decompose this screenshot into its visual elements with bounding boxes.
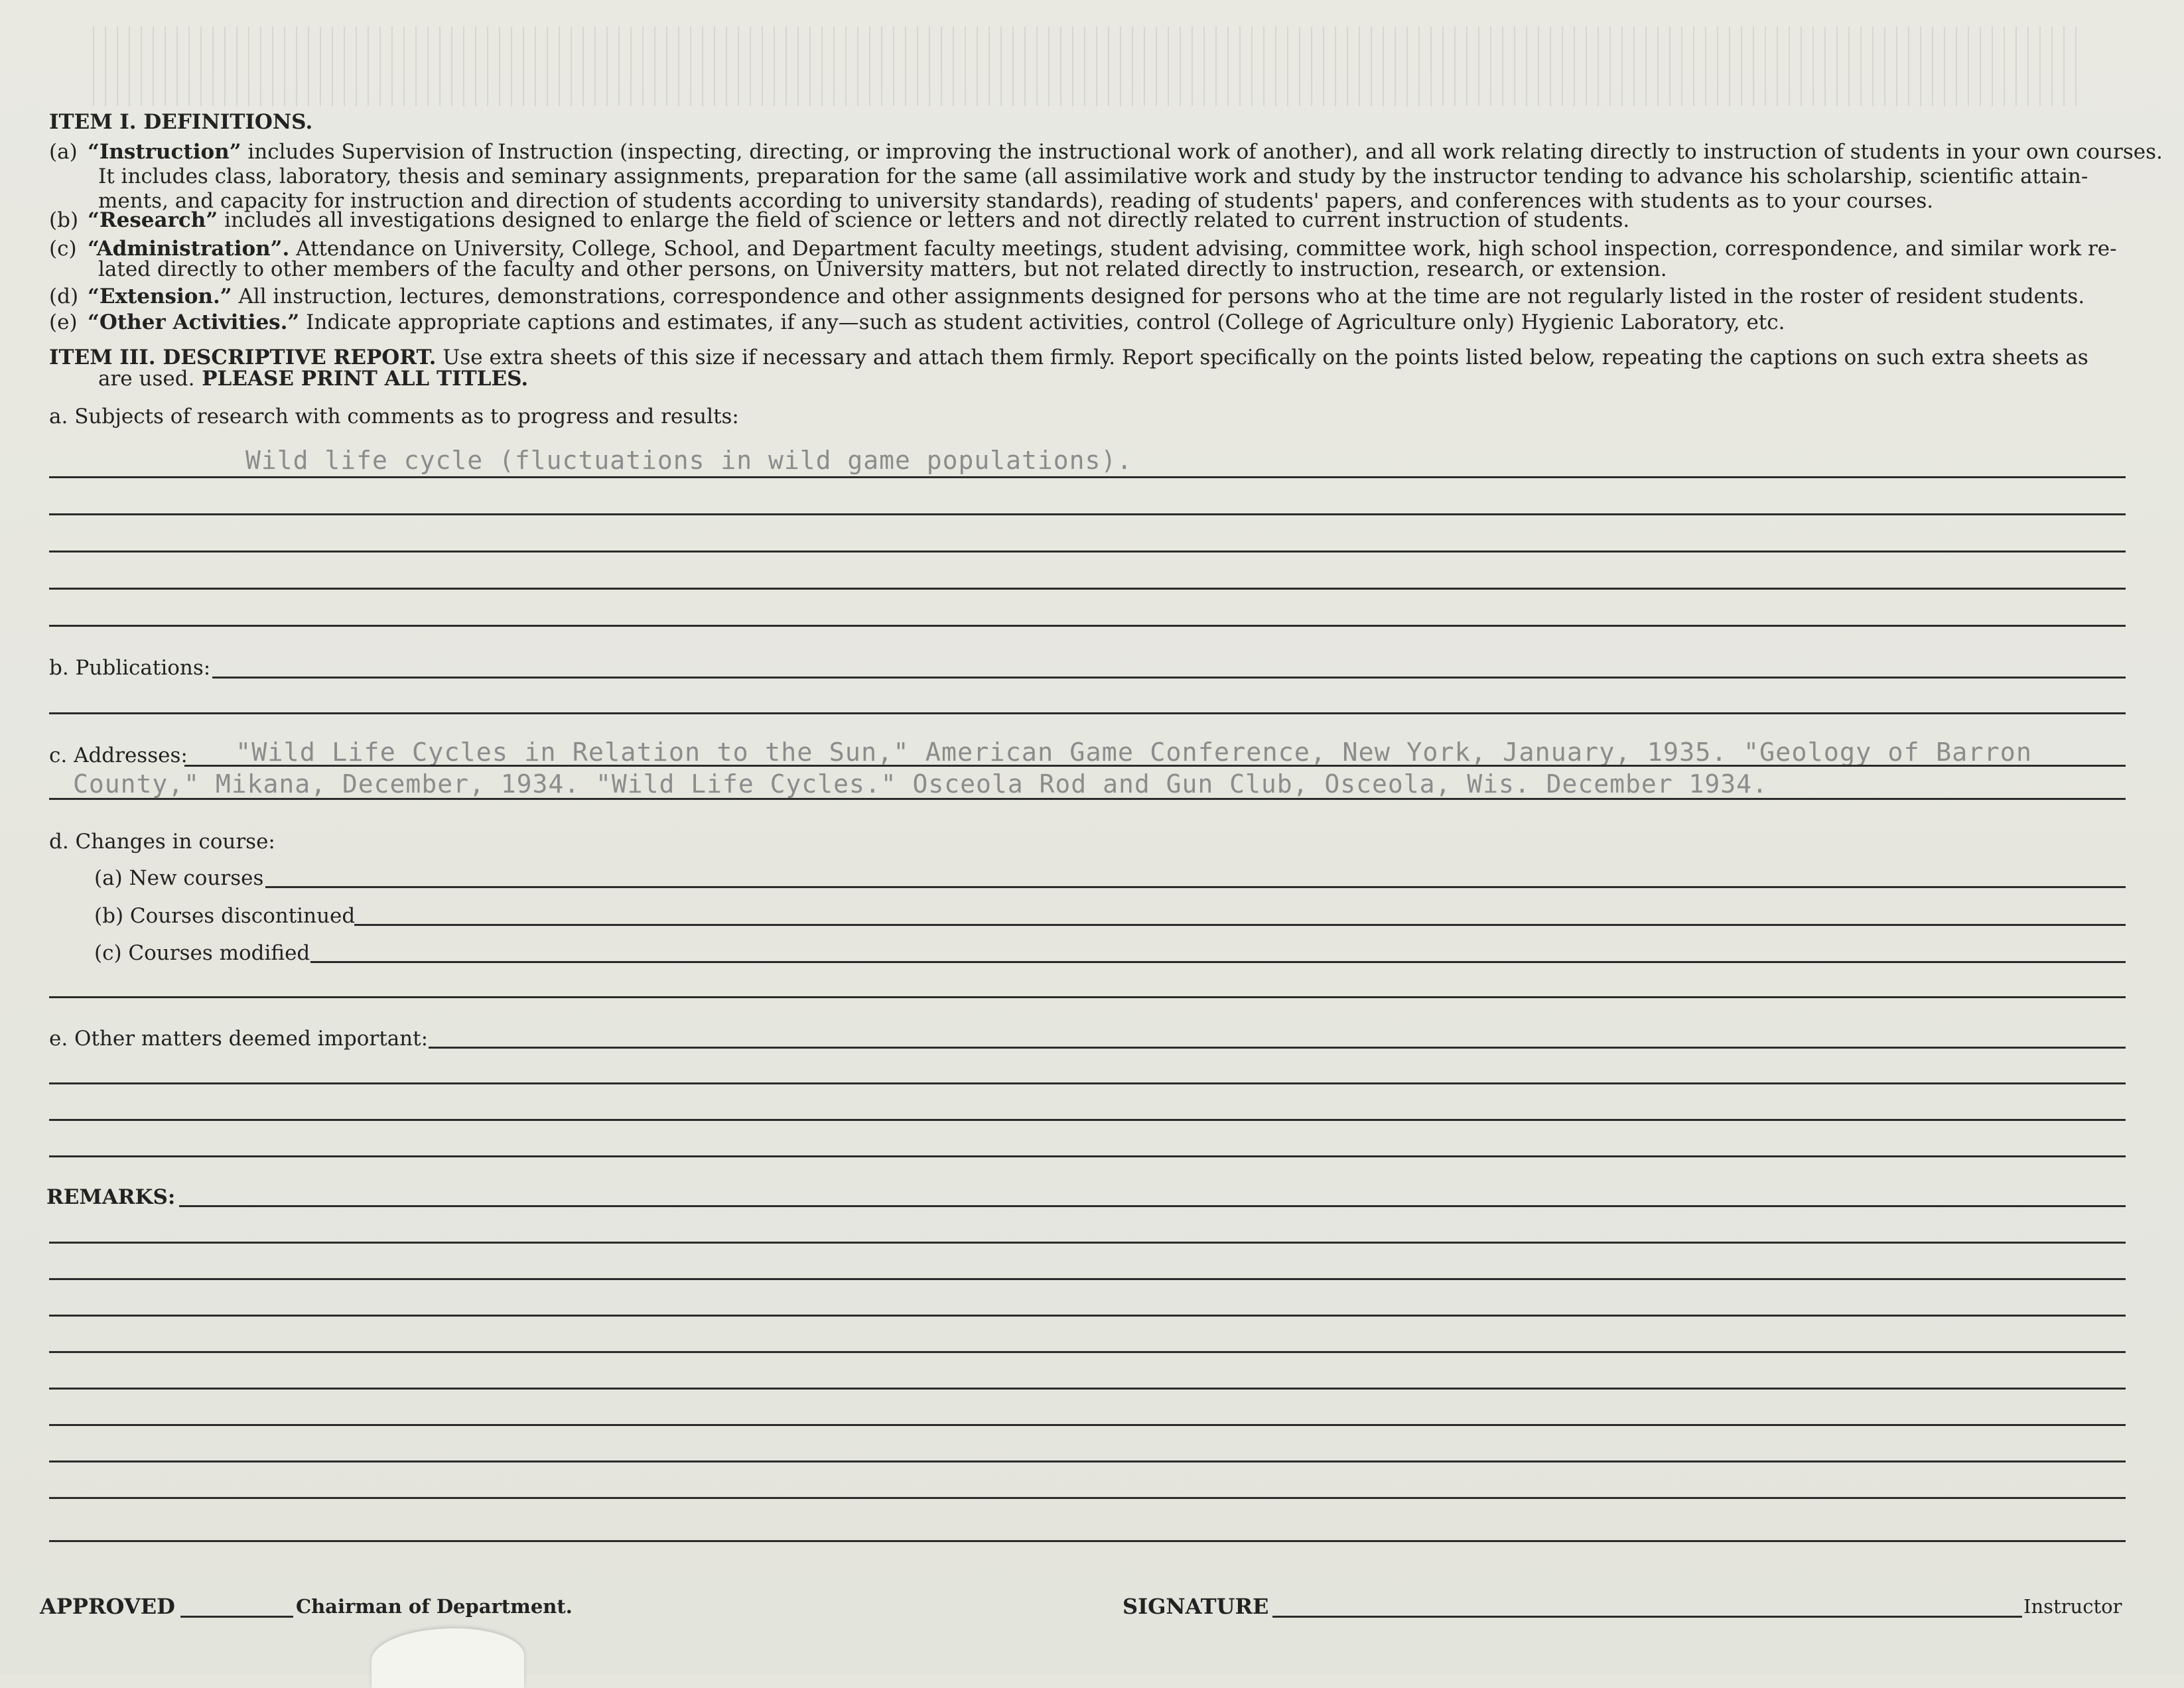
def-d-term: “Extension.”	[88, 285, 232, 308]
addresses-line-1[interactable]	[184, 765, 2126, 767]
instructor-label: Instructor	[2023, 1595, 2122, 1618]
research-line-5[interactable]	[49, 625, 2126, 627]
chairman-label: Chairman of Department.	[296, 1595, 573, 1618]
addresses-text-2: County," Mikana, December, 1934. "Wild Life Cycles." Osceola Rod and Gun Club, Osceola, Wis. December 1934.	[73, 769, 1768, 799]
signature-label: SIGNATURE	[1123, 1594, 1269, 1619]
def-b-line1: “Research” includes all investigations designed to enlarge the field of science or letters and not directly related to current instruction of students.	[88, 208, 1630, 232]
def-c-line2: lated directly to other members of the faculty and other persons, on University matters, but not related directly to instruction, research, or extension.	[98, 257, 1667, 281]
def-a-line2: It includes class, laboratory, thesis and seminary assignments, preparation for the same (all assimilative work and study by the instructor tending to advance his scholarship, scientific attain-	[98, 164, 2088, 188]
remarks-line-8[interactable]	[49, 1461, 2126, 1462]
section-a-label: a. Subjects of research with comments as to progress and results:	[49, 405, 739, 428]
item1-heading: ITEM I. DEFINITIONS.	[49, 110, 313, 134]
def-d-line1: “Extension.” All instruction, lectures, demonstrations, correspondence and other assignments designed for persons who at the time are not regularly listed in the roster of resident students.	[88, 285, 2085, 308]
section-e-label: e. Other matters deemed important:	[49, 1027, 429, 1051]
approved-label: APPROVED	[40, 1594, 175, 1619]
research-line-2[interactable]	[49, 513, 2126, 515]
remarks-line-6[interactable]	[49, 1388, 2126, 1390]
courses-discontinued-label: (b) Courses discontinued	[94, 904, 356, 928]
remarks-line-4[interactable]	[49, 1315, 2126, 1317]
def-c-label: (c)	[49, 237, 77, 261]
remarks-line-2[interactable]	[49, 1242, 2126, 1244]
approved-line[interactable]	[180, 1616, 293, 1618]
def-a-line3: ments, and capacity for instruction and direction of students according to university standards), reading of students' papers, and conferences with students as to your courses.	[98, 189, 1934, 213]
publications-line-1[interactable]	[212, 677, 2126, 679]
remarks-line-7[interactable]	[49, 1424, 2126, 1426]
def-b-label: (b)	[49, 208, 79, 232]
torn-paper-corner	[372, 1628, 524, 1688]
remarks-line-3[interactable]	[49, 1278, 2126, 1280]
item3-heading: ITEM III. DESCRIPTIVE REPORT.	[49, 346, 437, 369]
def-e-label: (e)	[49, 310, 78, 334]
remarks-line-1[interactable]	[179, 1205, 2126, 1207]
bleed-through-texture	[93, 27, 2083, 106]
remarks-line-5[interactable]	[49, 1351, 2126, 1353]
research-line-3[interactable]	[49, 551, 2126, 552]
section-d-label: d. Changes in course:	[49, 830, 275, 854]
publications-line-2[interactable]	[49, 712, 2126, 714]
def-a-term: “Instruction”	[88, 140, 241, 164]
def-e-line1: “Other Activities.” Indicate appropriate captions and estimates, if any—such as student activities, control (College of Agriculture only) Hygienic Laboratory, etc.	[88, 310, 1785, 334]
def-a-line1: “Instruction” includes Supervision of Instruction (inspecting, directing, or improving the instructional work of another), and all work relating directly to instruction of students in your own courses.	[88, 140, 2163, 164]
other-matters-line-1[interactable]	[429, 1047, 2126, 1049]
def-e-term: “Other Activities.”	[88, 310, 300, 334]
def-d-label: (d)	[49, 285, 79, 308]
research-line-4[interactable]	[49, 588, 2126, 590]
def-a-label: (a)	[49, 140, 78, 164]
new-courses-label: (a) New courses	[94, 866, 264, 890]
addresses-text-1: "Wild Life Cycles in Relation to the Sun," American Game Conference, New York, January, 1935. "Geology of Barron	[236, 738, 2033, 767]
remarks-line-10[interactable]	[49, 1540, 2126, 1542]
other-matters-line-4[interactable]	[49, 1155, 2126, 1157]
section-c-label: c. Addresses:	[49, 744, 188, 767]
remarks-label: REMARKS:	[46, 1185, 176, 1209]
other-matters-line-2[interactable]	[49, 1082, 2126, 1084]
new-courses-line[interactable]	[265, 886, 2126, 888]
item3-line1: ITEM III. DESCRIPTIVE REPORT. Use extra sheets of this size if necessary and attach them firmly. Report specifically on the points listed below, repeating the captions on such extra sheets as	[49, 346, 2088, 369]
def-c-line1: “Administration”. Attendance on University, College, School, and Department faculty meetings, student advising, committee work, high school inspection, correspondence, and similar work re-	[88, 237, 2117, 261]
research-subject-text: Wild life cycle (fluctuations in wild game populations).	[245, 446, 1133, 475]
signature-line[interactable]	[1272, 1616, 2022, 1618]
courses-discontinued-line[interactable]	[354, 924, 2126, 926]
research-line-1[interactable]	[49, 476, 2126, 478]
addresses-line-2[interactable]	[49, 798, 2126, 800]
item3-line2: are used. PLEASE PRINT ALL TITLES.	[98, 367, 529, 391]
remarks-line-9[interactable]	[49, 1497, 2126, 1499]
def-b-term: “Research”	[88, 208, 218, 232]
courses-modified-line[interactable]	[310, 961, 2126, 963]
courses-extra-line[interactable]	[49, 996, 2126, 998]
def-c-term: “Administration”.	[88, 237, 290, 261]
other-matters-line-3[interactable]	[49, 1119, 2126, 1121]
courses-modified-label: (c) Courses modified	[94, 941, 310, 965]
section-b-label: b. Publications:	[49, 656, 211, 680]
